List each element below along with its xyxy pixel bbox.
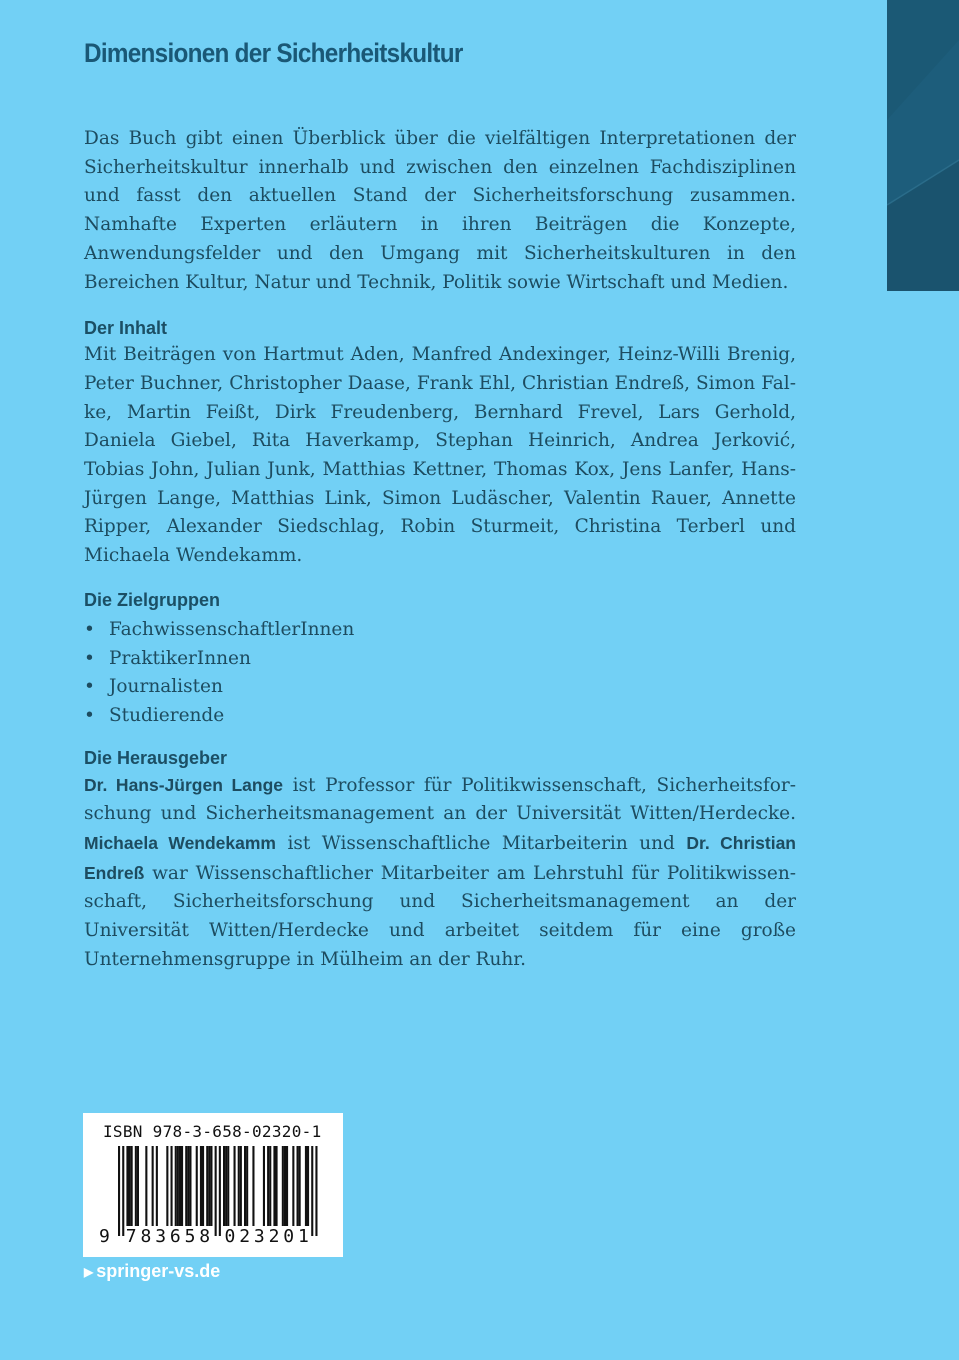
ean-digits [83, 1226, 343, 1250]
barcode-bar [156, 1146, 158, 1226]
intro-paragraph: Das Buch gibt einen Überblick über die vielfältigen Interpretationen der Sicherheitskultur innerhalb und zwischen den einzelnen Fachdisziplinen und fasst den aktuellen Stand der Sicherheitsforschung zusammen. Namhafte Experten erläutern in ihren Beiträgen die Konzepte, Anwendungsfelder und den Umgang mit Sicherheitskulturen in den Bereichen Kultur, Natur und Technik, Politik sowie Wirtschaft und Medien. [84, 128, 796, 293]
ean-digit: 2 [268, 1226, 280, 1247]
barcode-bar [175, 1146, 177, 1226]
barcode-bar [200, 1146, 202, 1226]
arrow-right-icon: ▶ [84, 1264, 94, 1279]
barcode-bar [145, 1146, 147, 1226]
barcode-bar [181, 1146, 183, 1226]
bullet-icon: • [84, 704, 95, 726]
barcode-bar [305, 1146, 307, 1226]
list-item [84, 673, 796, 702]
list-item [84, 645, 796, 674]
barcode-bar [137, 1146, 139, 1226]
ean-digit: 5 [184, 1226, 196, 1247]
herausgeber-heading: Die Herausgeber [84, 747, 228, 768]
barcode-guard-bar [311, 1146, 313, 1236]
barcode-bar [252, 1146, 254, 1226]
ean-digit: 9 [99, 1226, 110, 1247]
barcode-bar [276, 1146, 278, 1226]
barcode-bar [206, 1146, 208, 1226]
barcode-bar [210, 1146, 212, 1226]
barcode-bar [208, 1146, 210, 1226]
barcode-bar [152, 1146, 154, 1226]
barcode-bar [284, 1146, 286, 1226]
ean-digit: 0 [283, 1226, 295, 1247]
barcode-bar [307, 1146, 309, 1226]
barcode-bar [246, 1146, 248, 1226]
barcode-guard-bar [215, 1146, 217, 1236]
zielgruppen-list [84, 616, 796, 731]
barcode-bar [240, 1146, 242, 1226]
barcode-bar [202, 1146, 204, 1226]
barcode-bar [177, 1146, 179, 1226]
barcode-bar [225, 1146, 227, 1226]
ean-digit: 7 [125, 1226, 137, 1247]
barcode-bar [223, 1146, 225, 1226]
barcode-bar [196, 1146, 198, 1226]
inhalt-heading: Der Inhalt [84, 318, 168, 339]
publisher-link[interactable] [84, 1261, 220, 1282]
barcode-bar [299, 1146, 301, 1226]
barcode-bar [263, 1146, 265, 1226]
barcode-bar [171, 1146, 173, 1226]
list-item [84, 616, 796, 645]
editor-name: Michaela Wendekamm [84, 833, 276, 854]
bullet-icon: • [84, 647, 95, 669]
barcode-bar [292, 1146, 294, 1226]
barcode-bar [297, 1146, 299, 1226]
list-item [84, 702, 796, 731]
barcode-bar [129, 1146, 131, 1226]
list-item-label: Journalisten [109, 676, 223, 698]
barcode-bar [189, 1146, 191, 1226]
barcode-bar [179, 1146, 181, 1226]
editor-name: Dr. Hans-Jürgen Lange [84, 774, 284, 795]
isbn-label: ISBN 978-3-658-02320-1 [103, 1122, 322, 1141]
list-item-label: PraktikerInnen [109, 647, 251, 669]
bullet-icon: • [84, 676, 95, 698]
barcode-bar [282, 1146, 284, 1226]
barcode-bar [166, 1146, 168, 1226]
page-title: Dimensionen der Sicherheitskultur [84, 38, 463, 68]
corner-pattern [887, 0, 959, 291]
ean-digit: 3 [155, 1226, 167, 1247]
barcode-guard-bar [315, 1146, 317, 1236]
ean-digit: 0 [224, 1226, 236, 1247]
barcode-guard-bar [118, 1146, 120, 1236]
editor-name: Dr. Christian Endreß [84, 833, 796, 883]
ean-digit: 1 [298, 1226, 309, 1247]
barcode-bar [244, 1146, 246, 1226]
zielgruppen-heading: Die Zielgruppen [84, 589, 221, 610]
herausgeber-paragraph [84, 771, 796, 975]
barcode-guard-bar [219, 1146, 221, 1236]
barcode-bar [286, 1146, 288, 1226]
ean-digit: 2 [239, 1226, 251, 1247]
publisher-url: springer-vs.de [96, 1261, 221, 1281]
barcode-bar [267, 1146, 269, 1226]
barcode-bar [135, 1146, 137, 1226]
barcode-bar [227, 1146, 229, 1226]
barcode-bar [187, 1146, 189, 1226]
editor-bio: ist Wissenschaftliche Mitarbeiterin und [276, 833, 687, 855]
back-cover-text [84, 125, 796, 975]
corner-accent-band [887, 0, 959, 291]
barcode-bar [131, 1146, 133, 1226]
ean-digit: 8 [140, 1226, 152, 1247]
ean-digit: 6 [169, 1226, 181, 1247]
barcode-bar [185, 1146, 187, 1226]
barcode-bar [273, 1146, 275, 1226]
ean-digit: 3 [253, 1226, 265, 1247]
list-item-label: Studierende [109, 704, 225, 726]
barcode-bar [269, 1146, 271, 1226]
isbn-barcode [83, 1113, 343, 1257]
inhalt-paragraph: Mit Beiträgen von Hartmut Aden, Manfred Andexinger, Heinz-Willi Brenig, Peter Buchner, Christopher Daase, Frank Ehl, Christian Endreß, Simon Falke, Martin Feißt, Dirk Freudenberg, Bernhard Frevel, Lars Gerhold, Daniela Giebel, Rita Haverkamp, Stephan Heinrich, Andrea Jerković, Tobias John, Julian Junk, Matthias Kettner, Thomas Kox, Jens Lanfer, Hans-Jürgen Lange, Matthias Link, Simon Ludäscher, Valentin Rauer, Annette Ripper, Alexander Siedschlag, Robin Sturmeit, Christina Terberl und Michaela Wendekamm. [84, 344, 796, 567]
editor-bio: ist Professor für Politikwissenschaft, Sicherheitsforschung und Sicherheitsmanagement an der Universität Witten/Herdecke. [84, 774, 796, 825]
editor-bio: war Wissenschaftlicher Mitarbeiter am Lehrstuhl für Politikwissenschaft, Sicherheitsforschung und Sicherheitsmanagement an der Universität Witten/Herdecke und arbeitet seitdem für eine große Unternehmensgruppe in Mülheim an der Ruhr. [84, 862, 796, 970]
list-item-label: FachwissenschaftlerInnen [109, 618, 355, 640]
barcode-bar [238, 1146, 240, 1226]
bullet-icon: • [84, 618, 95, 640]
barcode-bar [234, 1146, 236, 1226]
barcode-bar [126, 1146, 128, 1226]
barcode-guard-bar [122, 1146, 124, 1236]
ean-digit: 8 [199, 1226, 211, 1247]
